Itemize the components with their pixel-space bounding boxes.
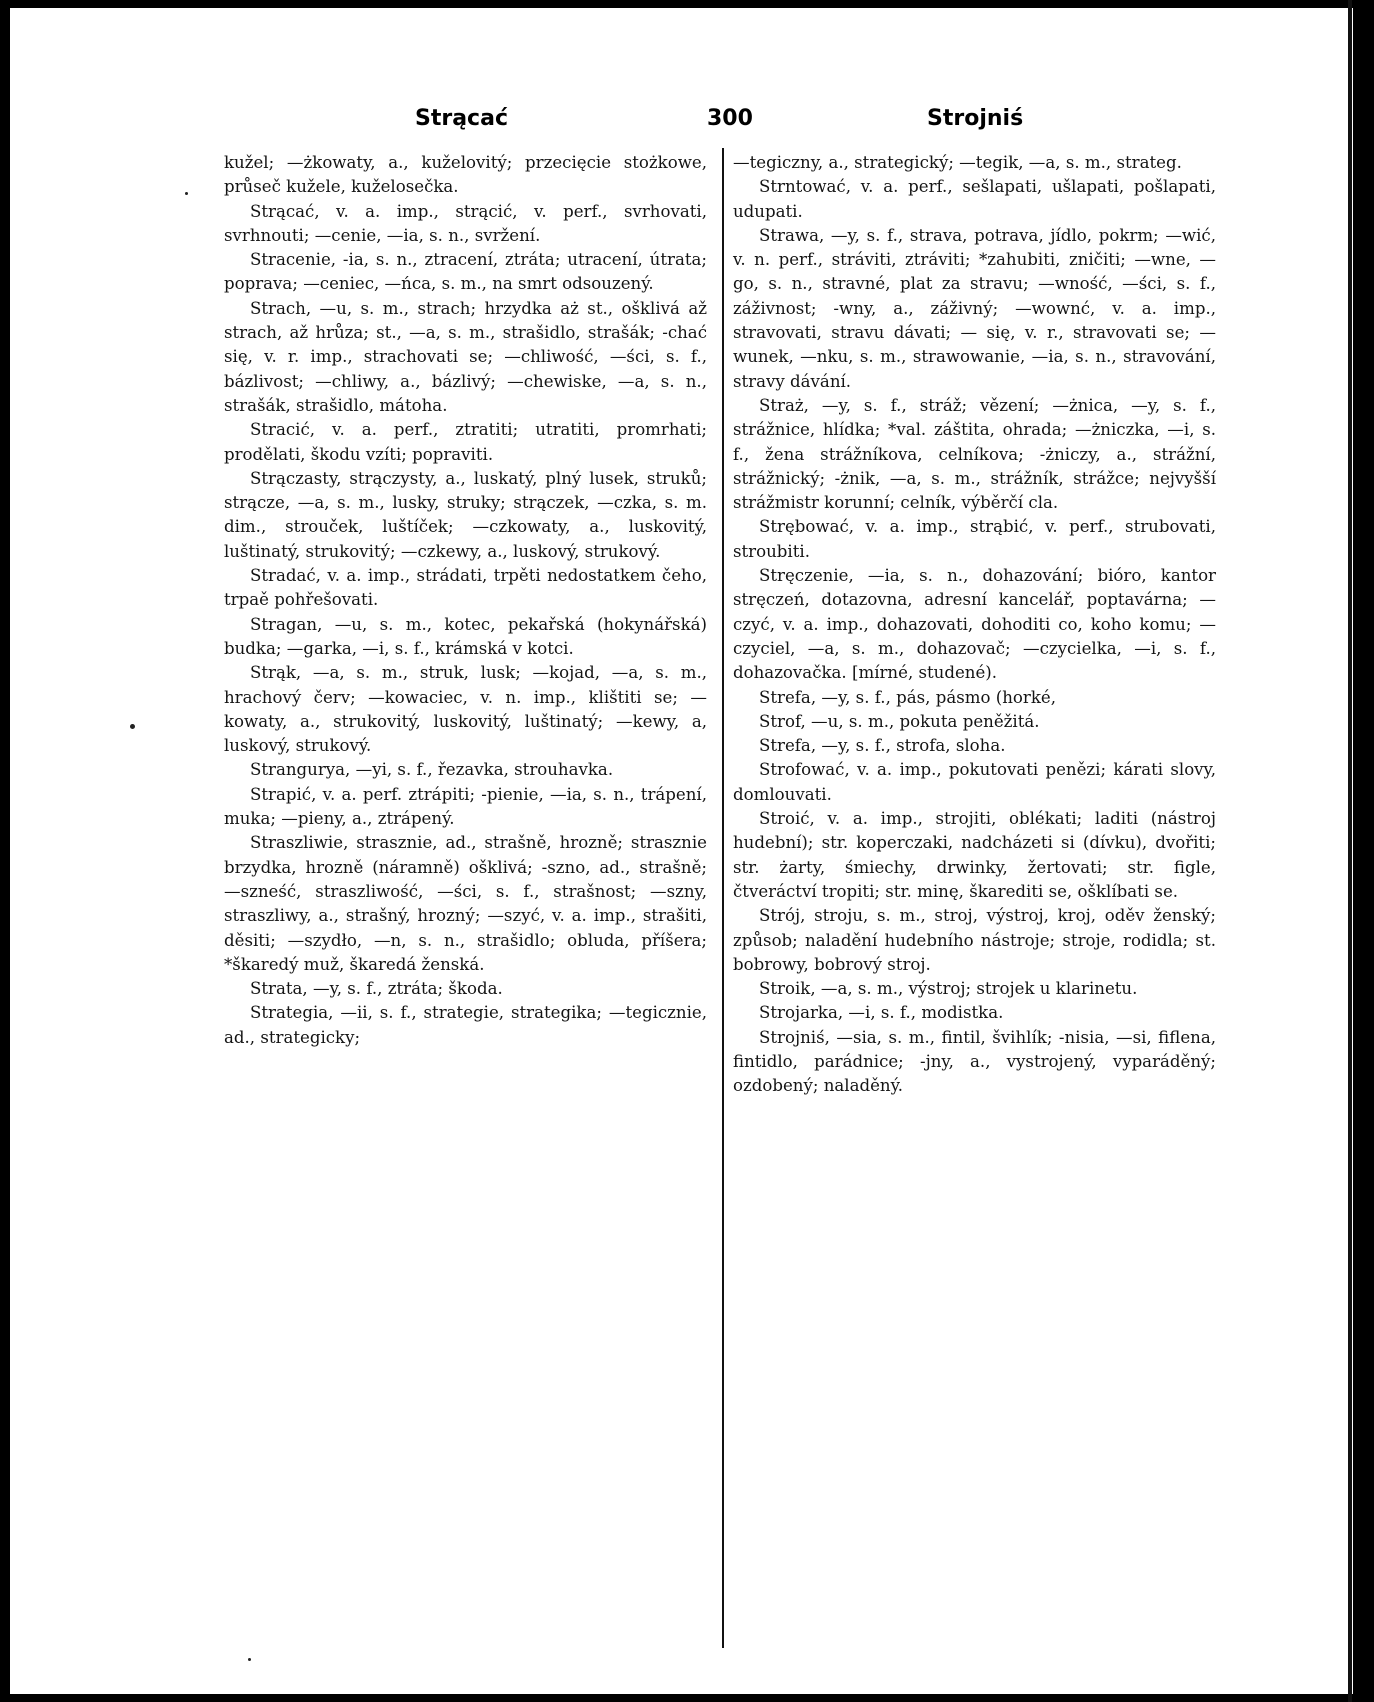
column-divider [722, 148, 724, 1648]
dictionary-entry: Strączasty, strączysty, a., luskatý, plný lusek, struků; strącze, —a, s. m., lusky, struky; strączek, —czka, s. m. dim., strouček, luštíček; —czkowaty, a., luskovitý, luštinatý, strukovitý; —czkewy, a., luskový, strukový. [224, 468, 707, 561]
dictionary-entry: Strach, —u, s. m., strach; hrzydka aż st., ošklivá až strach, až hrůza; st., —a, s. m., strašidlo, strašák; -chać się, v. r. imp., strachovati se; —chliwość, —ści, s. f., bázlivost; —chliwy, a., bázlivý; —chewiske, —a, s. n., strašák, strašidlo, mátoha. [224, 298, 707, 415]
dictionary-entry: Strangurya, —yi, s. f., řezavka, strouhavka. [250, 760, 614, 780]
dictionary-entry: Strapić, v. a. perf. ztrápiti; -pienie, —ia, s. n., trápení, muka; —pieny, a., ztrápený. [224, 784, 707, 829]
dictionary-entry: Strój, stroju, s. m., stroj, výstroj, kroj, oděv ženský; způsob; naladění hudebního nástroje; stroje, rodidla; st. bobrowy, bobrový stroj. [733, 906, 1216, 974]
dictionary-entry: Stroić, v. a. imp., strojiti, oblékati; laditi (nástroj hudební); str. koperczaki, nadcházeti si (dívku), dvořiti; str. żarty, śmiechy, drwinky, žertovati; str. figle, čtveráctví tropiti; str. minę, škarediti se, ošklíbati se. [733, 809, 1216, 901]
dictionary-entry: Straż, —y, s. f., stráž; vězení; —żnica, —y, s. f., strážnice, hlídka; *val. záštita, ohrada; —żniczka, —i, s. f., žena strážníkova, celníkova; -żniczy, a., strážní, strážnický; -żnik, —a, s. m., strážník, strážce; nejvyšší strážmistr korunní; celník, výběrčí cla. [733, 395, 1216, 513]
dictionary-entry: Strefa, —y, s. f., strofa, sloha. [759, 736, 1006, 756]
dictionary-entry: Strefa, —y, s. f., pás, pásmo (horké, [759, 687, 1056, 707]
right-column [733, 151, 1216, 1099]
dictionary-page [10, 8, 1353, 1694]
scan-speck [130, 724, 135, 729]
dictionary-entry: Stragan, —u, s. m., kotec, pekařská (hokynářská) budka; —garka, —i, s. f., krámská v kotci. [224, 614, 707, 658]
scan-edge [1348, 0, 1352, 1702]
dictionary-entry: Strojniś, —sia, s. m., fintil, švihlík; -nisia, —si, fiflena, fintidlo, parádnice; -jny, a., vystrojený, vyparáděný; ozdobený; naladěný. [733, 1027, 1216, 1096]
page-number: 300 [707, 106, 753, 131]
dictionary-entry: Strojarka, —i, s. f., modistka. [759, 1003, 1004, 1023]
dictionary-entry: Stracenie, -ia, s. n., ztracení, ztráta; utracení, útrata; poprava; —ceniec, —ńca, s. m., na smrt odsouzený. [224, 250, 707, 294]
dictionary-entry: kužel; —żkowaty, a., kuželovitý; przecięcie stożkowe, průseč kužele, kuželosečka. [224, 153, 707, 197]
dictionary-entry: Stracić, v. a. perf., ztratiti; utratiti, promrhati; prodělati, škodu vzíti; popraviti. [224, 420, 707, 464]
left-guide-word: Strącać [415, 106, 508, 131]
dictionary-entry: Strof, —u, s. m., pokuta peněžitá. [759, 711, 1040, 731]
scan-speck [248, 1658, 251, 1661]
dictionary-entry: Strącać, v. a. imp., strącić, v. perf., svrhovati, svrhnouti; —cenie, —ia, s. n., svržení. [224, 201, 707, 245]
dictionary-entry: Strofować, v. a. imp., pokutovati penězi; kárati slovy, domlouvati. [733, 760, 1216, 804]
dictionary-entry: Strntować, v. a. perf., sešlapati, ušlapati, pošlapati, udupati. [733, 177, 1216, 221]
dictionary-entry: Stroik, —a, s. m., výstroj; strojek u klarinetu. [759, 979, 1138, 999]
dictionary-entry: —tegiczny, a., strategický; —tegik, —a, s. m., strateg. [733, 153, 1182, 172]
dictionary-entry: Strategia, —ii, s. f., strategie, strategika; —tegicznie, ad., strategicky; [224, 1003, 707, 1047]
scan-speck [185, 192, 188, 195]
right-guide-word: Strojniś [927, 106, 1024, 131]
dictionary-entry: Strębować, v. a. imp., strąbić, v. perf., strubovati, stroubiti. [733, 517, 1216, 561]
left-column [224, 151, 707, 1050]
dictionary-entry: Stradać, v. a. imp., strádati, trpěti nedostatkem čeho, trpaě pohřešovati. [224, 566, 707, 610]
running-header [10, 100, 1353, 140]
dictionary-entry: Strawa, —y, s. f., strava, potrava, jídlo, pokrm; —wić, v. n. perf., stráviti, ztráviti; *zahubiti, zničiti; —wne, —go, s. n., stravné, plat za stravu; —wność, —ści, s. f., záživnost; -wny, a., záživný; —wownć, v. a. imp., stravovati, stravu dávati; — się, v. r., stravovati se; —wunek, —nku, s. m., strawowanie, —ia, s. n., stravování, stravy dávání. [733, 225, 1216, 391]
dictionary-entry: Straszliwie, strasznie, ad., strašně, hrozně; strasznie brzydka, hrozně (náramně) ošklivá; -szno, ad., strašně; —szneść, straszliwość, —ści, s. f., strašnost; —szny, straszliwy, a., strašný, hrozný; —szyć, v. a. imp., strašiti, děsiti; —szydło, —n, s. n., strašidlo; obluda, příšera; *škaredý muž, škaredá ženská. [224, 833, 707, 974]
dictionary-entry: Strata, —y, s. f., ztráta; škoda. [250, 979, 503, 999]
dictionary-entry: Strąk, —a, s. m., struk, lusk; —kojad, —a, s. m., hrachový červ; —kowaciec, v. n. imp., klištiti se; —kowaty, a., strukovitý, luskovitý, luštinatý; —kewy, a, luskový, strukový. [224, 663, 707, 756]
dictionary-entry: Stręczenie, —ia, s. n., dohazování; bióro, kantor stręczeń, dotazovna, adresní kancelář, poptavárna; —czyć, v. a. imp., dohazovati, dohoditi co, koho komu; —czyciel, —a, s. m., dohazovač; —czycielka, —i, s. f., dohazovačka. [mírné, studené). [733, 566, 1216, 683]
